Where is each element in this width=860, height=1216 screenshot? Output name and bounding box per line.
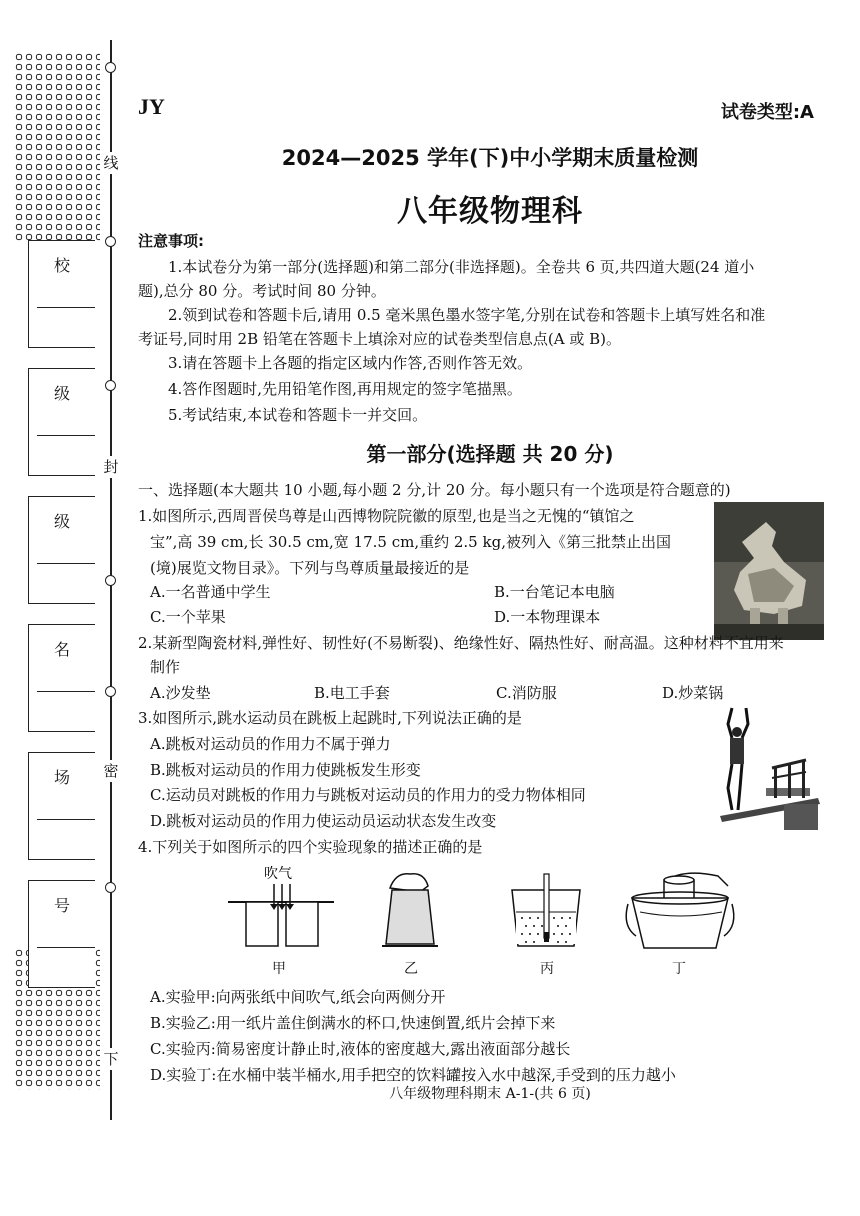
seal-char: 封 xyxy=(100,456,122,478)
q2-option-c: C.消防服 xyxy=(496,684,557,702)
q3-stem: 3.如图所示,跳水运动员在跳板上起跳时,下列说法正确的是 xyxy=(138,709,522,727)
paper-code: JY xyxy=(138,94,165,119)
info-box-label: 场 xyxy=(53,768,70,787)
exam-title: 2024—2025 学年(下)中小学期末质量检测 xyxy=(281,146,699,170)
notice-heading: 注意事项: xyxy=(138,232,204,250)
notice-line: 5.考试结束,本试卷和答题卡一并交回。 xyxy=(168,406,428,424)
page-footer: 八年级物理科期末 A-1-(共 6 页) xyxy=(389,1086,591,1102)
experiment-jia-figure xyxy=(228,862,338,952)
notice-line: 题),总分 80 分。考试时间 80 分钟。 xyxy=(138,282,386,300)
section-title: 第一部分(选择题 共 20 分) xyxy=(366,442,614,466)
notice-line: 4.答作图题时,先用铅笔作图,再用规定的签字笔描黑。 xyxy=(168,380,522,398)
binding-hole xyxy=(105,686,116,697)
figure-caption-yi: 乙 xyxy=(404,961,418,977)
binding-hole xyxy=(105,236,116,247)
q2-stem: 2.某新型陶瓷材料,弹性好、韧性好(不易断裂)、绝缘性好、隔热性好、耐高温。这种材料不宜用来 xyxy=(138,634,784,652)
info-box-number[interactable] xyxy=(28,880,95,988)
binding-dots-top xyxy=(14,52,100,242)
q4-option-a: A.实验甲:向两张纸中间吹气,纸会向两侧分开 xyxy=(150,988,446,1006)
q4-option-c: C.实验丙:简易密度计静止时,液体的密度越大,露出液面部分越长 xyxy=(150,1040,571,1058)
q1-stem: 1.如图所示,西周晋侯鸟尊是山西博物院院徽的原型,也是当之无愧的“镇馆之 xyxy=(138,507,635,525)
info-box-label: 级 xyxy=(53,512,70,531)
q2-option-b: B.电工手套 xyxy=(314,684,390,702)
seal-char: 下 xyxy=(100,1048,122,1070)
bird-vessel-photo xyxy=(714,502,824,640)
q2-option-d: D.炒菜锅 xyxy=(662,684,724,702)
q1-option-a: A.一名普通中学生 xyxy=(150,583,271,601)
figure-caption-jia: 甲 xyxy=(272,961,286,977)
binding-hole xyxy=(105,62,116,73)
diver-figure xyxy=(702,706,822,834)
q3-option-d: D.跳板对运动员的作用力使运动员运动状态发生改变 xyxy=(150,812,497,830)
q1-option-b: B.一台笔记本电脑 xyxy=(494,583,615,601)
binding-hole xyxy=(105,380,116,391)
subject-title: 八年级物理科 xyxy=(397,194,583,229)
info-box-label: 级 xyxy=(53,384,70,403)
info-box-school[interactable] xyxy=(28,240,95,348)
q1-stem: 宝”,高 39 cm,长 30.5 cm,宽 17.5 cm,重约 2.5 kg,被列入《第三批禁止出国 xyxy=(150,533,671,551)
q4-option-b: B.实验乙:用一纸片盖住倒满水的杯口,快速倒置,纸片会掉下来 xyxy=(150,1014,556,1032)
q1-option-c: C.一个苹果 xyxy=(150,608,226,626)
q3-option-a: A.跳板对运动员的作用力不属于弹力 xyxy=(150,735,391,753)
notice-line: 2.领到试卷和答题卡后,请用 0.5 毫米黑色墨水签字笔,分别在试卷和答题卡上填写姓名和准 xyxy=(168,306,766,324)
blow-label: 吹气 xyxy=(264,866,292,882)
figure-caption-bing: 丙 xyxy=(540,961,554,977)
binding-hole xyxy=(105,882,116,893)
info-box-class[interactable] xyxy=(28,496,95,604)
info-box-room[interactable] xyxy=(28,752,95,860)
q1-stem: (境)展览文物目录》。下列与鸟尊质量最接近的是 xyxy=(150,559,470,577)
info-box-label: 号 xyxy=(53,896,70,915)
q2-option-a: A.沙发垫 xyxy=(150,684,211,702)
q1-option-d: D.一本物理课本 xyxy=(494,608,601,626)
notice-line: 考证号,同时用 2B 铅笔在答题卡上填涂对应的试卷类型信息点(A 或 B)。 xyxy=(138,330,621,348)
q3-option-b: B.跳板对运动员的作用力使跳板发生形变 xyxy=(150,761,421,779)
experiment-yi-figure xyxy=(380,868,440,952)
notice-line: 3.请在答题卡上各题的指定区域内作答,否则作答无效。 xyxy=(168,354,533,372)
seal-char: 线 xyxy=(100,152,122,174)
q2-stem: 制作 xyxy=(150,658,181,676)
q4-option-d: D.实验丁:在水桶中装半桶水,用手把空的饮料罐按入水中越深,手受到的压力越小 xyxy=(150,1066,676,1084)
experiment-ding-figure xyxy=(624,866,740,956)
section-instruction: 一、选择题(本大题共 10 小题,每小题 2 分,计 20 分。每小题只有一个选项是符合题意的) xyxy=(138,481,731,499)
paper-type: 试卷类型:A xyxy=(720,102,814,123)
info-box-name[interactable] xyxy=(28,624,95,732)
q4-stem: 4.下列关于如图所示的四个实验现象的描述正确的是 xyxy=(138,838,483,856)
notice-line: 1.本试卷分为第一部分(选择题)和第二部分(非选择题)。全卷共 6 页,共四道大题(24 道小 xyxy=(168,258,755,276)
info-box-label: 名 xyxy=(53,640,70,659)
q3-option-c: C.运动员对跳板的作用力与跳板对运动员的作用力的受力物体相同 xyxy=(150,786,586,804)
info-box-label: 校 xyxy=(53,256,70,275)
figure-caption-ding: 丁 xyxy=(672,961,686,977)
seal-char: 密 xyxy=(100,760,122,782)
experiment-bing-figure xyxy=(508,872,584,950)
info-box-grade[interactable] xyxy=(28,368,95,476)
binding-hole xyxy=(105,575,116,586)
